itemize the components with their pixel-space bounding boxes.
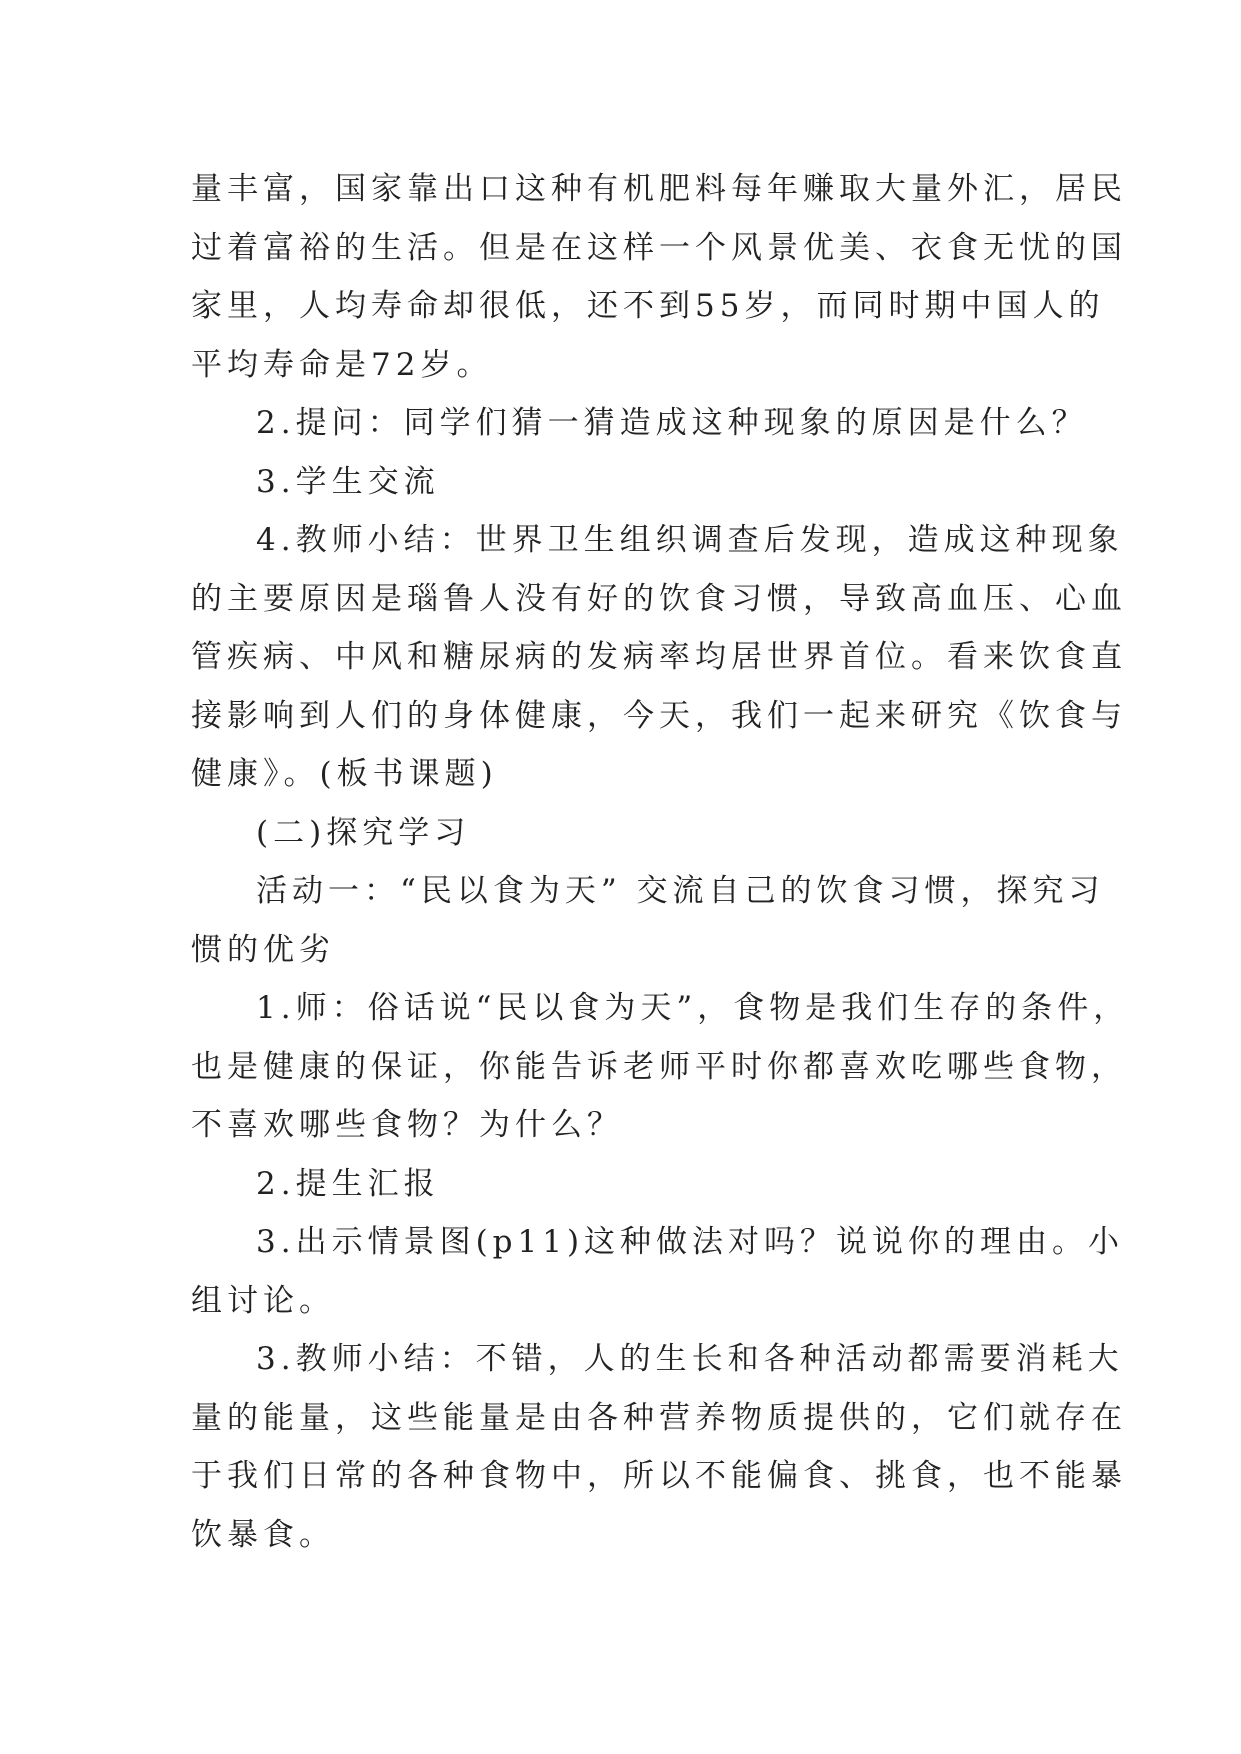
text-line: 接影响到人们的身体健康，今天，我们一起来研究《饮食与 xyxy=(191,697,1127,734)
text-line: 管疾病、中风和糖尿病的发病率均居世界首位。看来饮食直 xyxy=(191,639,1127,675)
section-heading: (二)探究学习 xyxy=(256,814,471,851)
text-line: 家里，人均寿命却很低，还不到55岁，而同时期中国人的 xyxy=(191,288,1105,324)
text-line: 平均寿命是72岁。 xyxy=(191,346,493,383)
text-line: 1.师：俗话说“民以食为天”，食物是我们生存的条件， xyxy=(256,990,1130,1026)
text-line: 4.教师小结：世界卫生组织调查后发现，造成这种现象 xyxy=(256,522,1124,558)
text-line: 3.教师小结：不错，人的生长和各种活动都需要消耗大 xyxy=(256,1341,1124,1377)
text-line: 组讨论。 xyxy=(191,1282,335,1319)
text-line: 也是健康的保证，你能告诉老师平时你都喜欢吃哪些食物， xyxy=(191,1048,1127,1085)
activity-heading: 活动一：“民以食为天” 交流自己的饮食习惯，探究习 xyxy=(256,873,1105,909)
text-line: 不喜欢哪些食物？为什么？ xyxy=(191,1107,623,1143)
text-line: 于我们日常的各种食物中，所以不能偏食、挑食，也不能暴 xyxy=(191,1458,1127,1494)
text-line: 健康》。(板书课题) xyxy=(191,756,498,792)
text-line: 2.提生汇报 xyxy=(256,1165,440,1202)
text-line: 饮暴食。 xyxy=(191,1516,335,1553)
document-body xyxy=(191,160,1130,1564)
text-line: 2.提问：同学们猜一猜造成这种现象的原因是什么？ xyxy=(256,405,1088,441)
text-line: 量丰富，国家靠出口这种有机肥料每年赚取大量外汇，居民 xyxy=(191,171,1127,207)
text-line: 过着富裕的生活。但是在这样一个风景优美、衣食无忧的国 xyxy=(191,229,1127,266)
text-line: 惯的优劣 xyxy=(191,931,335,968)
text-line: 3.出示情景图(p11)这种做法对吗？说说你的理由。小 xyxy=(256,1224,1125,1260)
text-line: 量的能量，这些能量是由各种营养物质提供的，它们就存在 xyxy=(191,1399,1127,1436)
text-line: 的主要原因是瑙鲁人没有好的饮食习惯，导致高血压、心血 xyxy=(191,580,1127,617)
text-line: 3.学生交流 xyxy=(256,463,440,500)
